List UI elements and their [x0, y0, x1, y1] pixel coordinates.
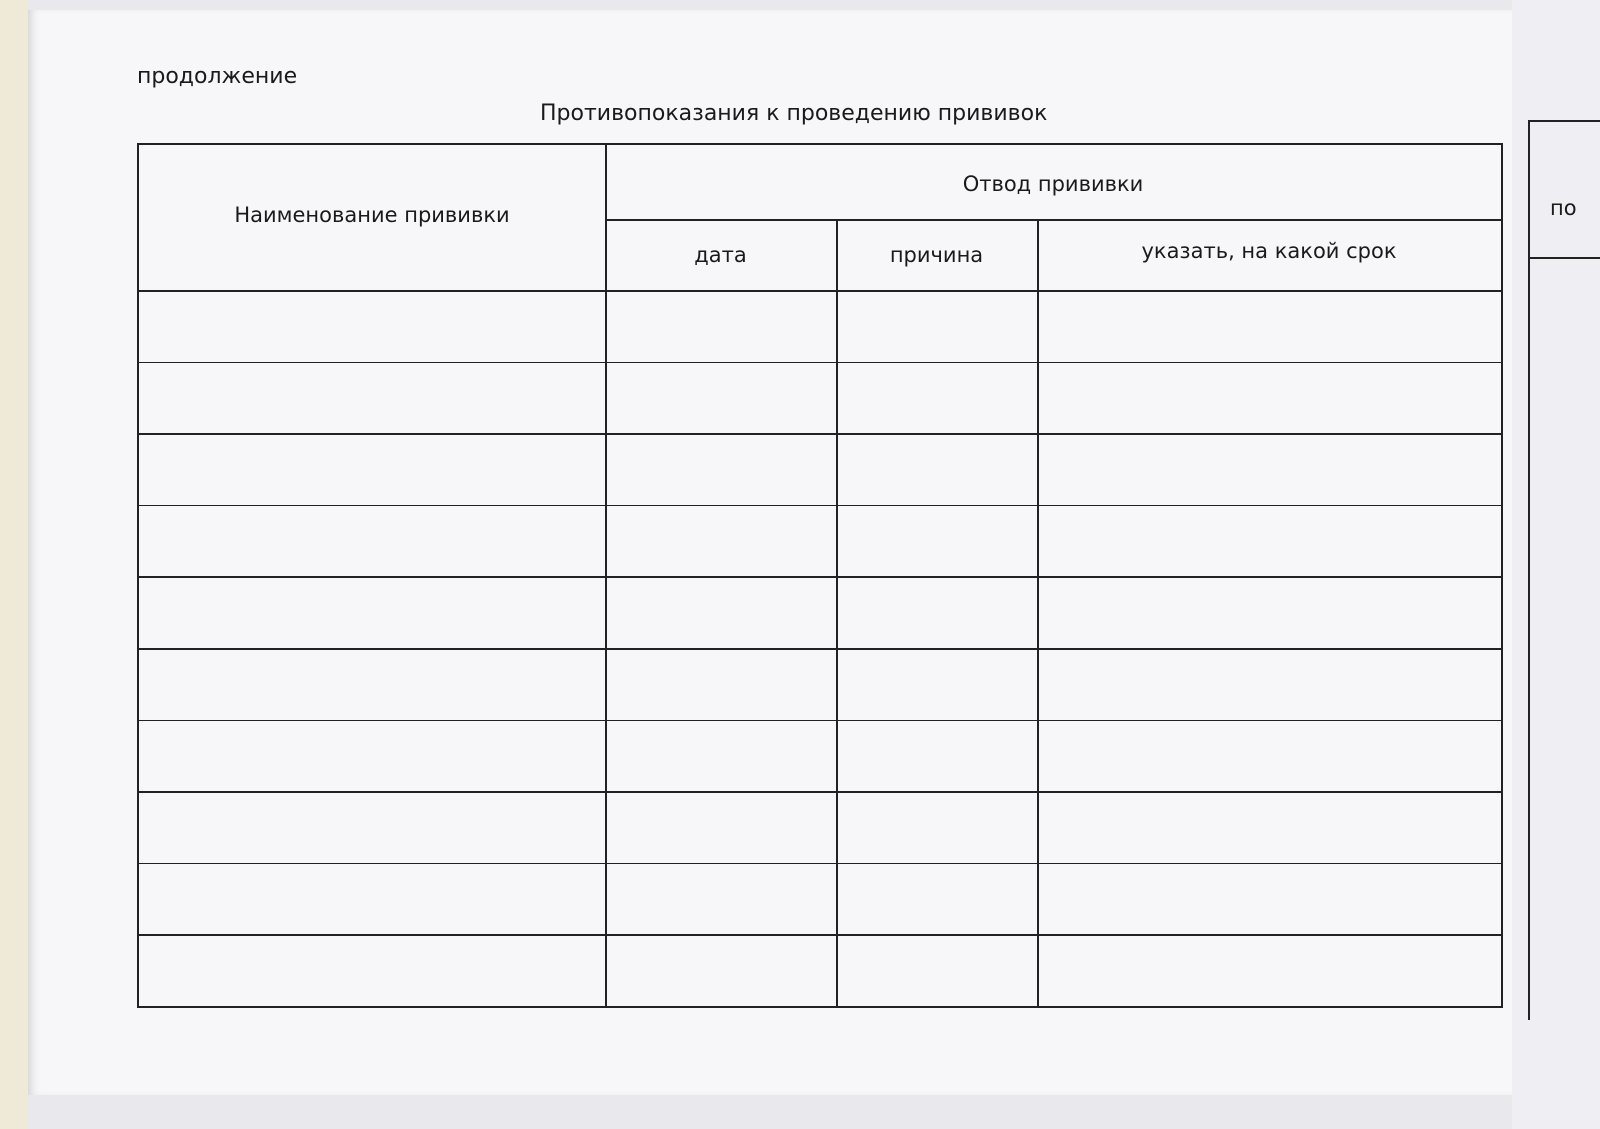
table-row-divider — [139, 362, 1501, 364]
continuation-label: продолжение — [137, 64, 298, 89]
next-page-fragment: по — [1550, 196, 1577, 220]
row-divider — [1530, 257, 1600, 259]
column-divider — [1037, 220, 1039, 1006]
next-page-table — [1528, 120, 1600, 1020]
header-term: указать, на какой срок — [1141, 239, 1397, 263]
column-divider — [836, 220, 838, 1006]
contraindications-table — [137, 143, 1503, 1008]
header-reason: причина — [889, 243, 984, 267]
table-row-divider — [139, 648, 1501, 650]
header-bottom — [139, 290, 1501, 292]
table-row-divider — [139, 576, 1501, 578]
table-row-divider — [139, 720, 1501, 722]
header-divider — [605, 219, 1501, 221]
table-row-divider — [139, 505, 1501, 507]
header-group: Отвод прививки — [962, 172, 1144, 196]
table-row-divider — [139, 934, 1501, 936]
header-name: Наименование прививки — [234, 203, 510, 227]
table-row-divider — [139, 791, 1501, 793]
page-edge — [0, 0, 28, 1129]
table-row-divider — [139, 863, 1501, 865]
table-row-divider — [139, 433, 1501, 435]
section-title: Противопоказания к проведению прививок — [540, 101, 1048, 126]
header-date: дата — [694, 243, 747, 267]
